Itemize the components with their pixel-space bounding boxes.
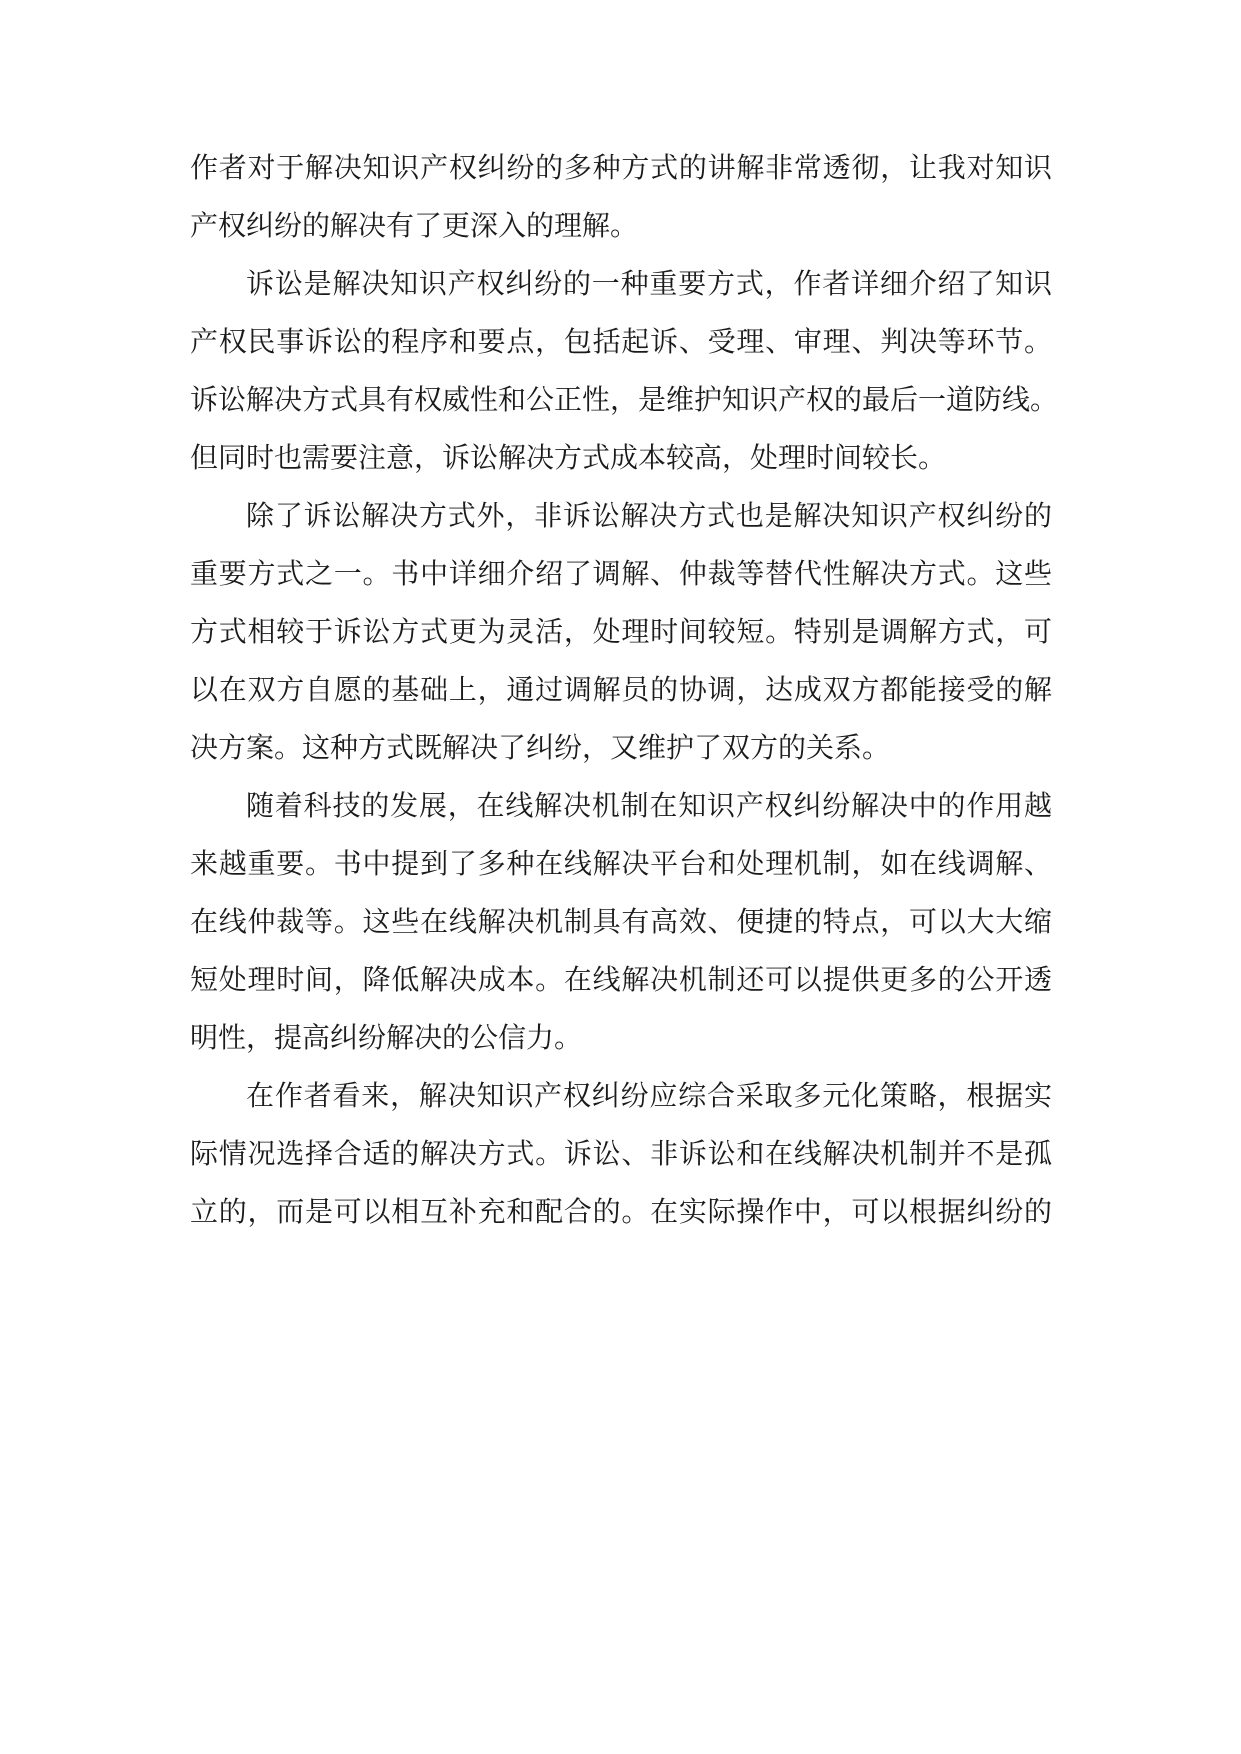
text-line: 但同时也需要注意，诉讼解决方式成本较高，处理时间较长。 <box>190 441 947 474</box>
text-line: 作者对于解决知识产权纠纷的多种方式的讲解非常透彻，让我对知识 <box>190 151 1052 184</box>
text-line: 除了诉讼解决方式外，非诉讼解决方式也是解决知识产权纠纷的 <box>246 499 1052 532</box>
text-line: 以在双方自愿的基础上，通过调解员的协调，达成双方都能接受的解 <box>190 673 1052 706</box>
text-line: 产权民事诉讼的程序和要点，包括起诉、受理、审理、判决等环节。 <box>190 325 1052 358</box>
paragraph-5 <box>190 1067 1052 1241</box>
text-line: 际情况选择合适的解决方式。诉讼、非诉讼和在线解决机制并不是孤 <box>190 1137 1052 1170</box>
text-line: 在线仲裁等。这些在线解决机制具有高效、便捷的特点，可以大大缩 <box>190 905 1052 938</box>
paragraph-3 <box>190 487 1052 777</box>
text-line: 诉讼是解决知识产权纠纷的一种重要方式，作者详细介绍了知识 <box>246 267 1052 300</box>
text-line: 决方案。这种方式既解决了纠纷，又维护了双方的关系。 <box>190 731 891 764</box>
text-line: 诉讼解决方式具有权威性和公正性，是维护知识产权的最后一道防线。 <box>190 383 1059 416</box>
text-line: 来越重要。书中提到了多种在线解决平台和处理机制，如在线调解、 <box>190 847 1052 880</box>
document-body <box>190 139 1059 1241</box>
text-line: 短处理时间，降低解决成本。在线解决机制还可以提供更多的公开透 <box>190 963 1052 996</box>
text-line: 明性，提高纠纷解决的公信力。 <box>190 1021 583 1054</box>
paragraph-1 <box>190 139 1052 255</box>
paragraph-2 <box>190 255 1059 487</box>
text-line: 随着科技的发展，在线解决机制在知识产权纠纷解决中的作用越 <box>246 789 1052 822</box>
text-line: 在作者看来，解决知识产权纠纷应综合采取多元化策略，根据实 <box>246 1079 1052 1112</box>
text-line: 方式相较于诉讼方式更为灵活，处理时间较短。特别是调解方式，可 <box>190 615 1052 648</box>
text-line: 重要方式之一。书中详细介绍了调解、仲裁等替代性解决方式。这些 <box>190 557 1052 590</box>
paragraph-4 <box>190 777 1052 1067</box>
text-line: 立的，而是可以相互补充和配合的。在实际操作中，可以根据纠纷的 <box>190 1195 1052 1228</box>
text-line: 产权纠纷的解决有了更深入的理解。 <box>190 209 639 242</box>
